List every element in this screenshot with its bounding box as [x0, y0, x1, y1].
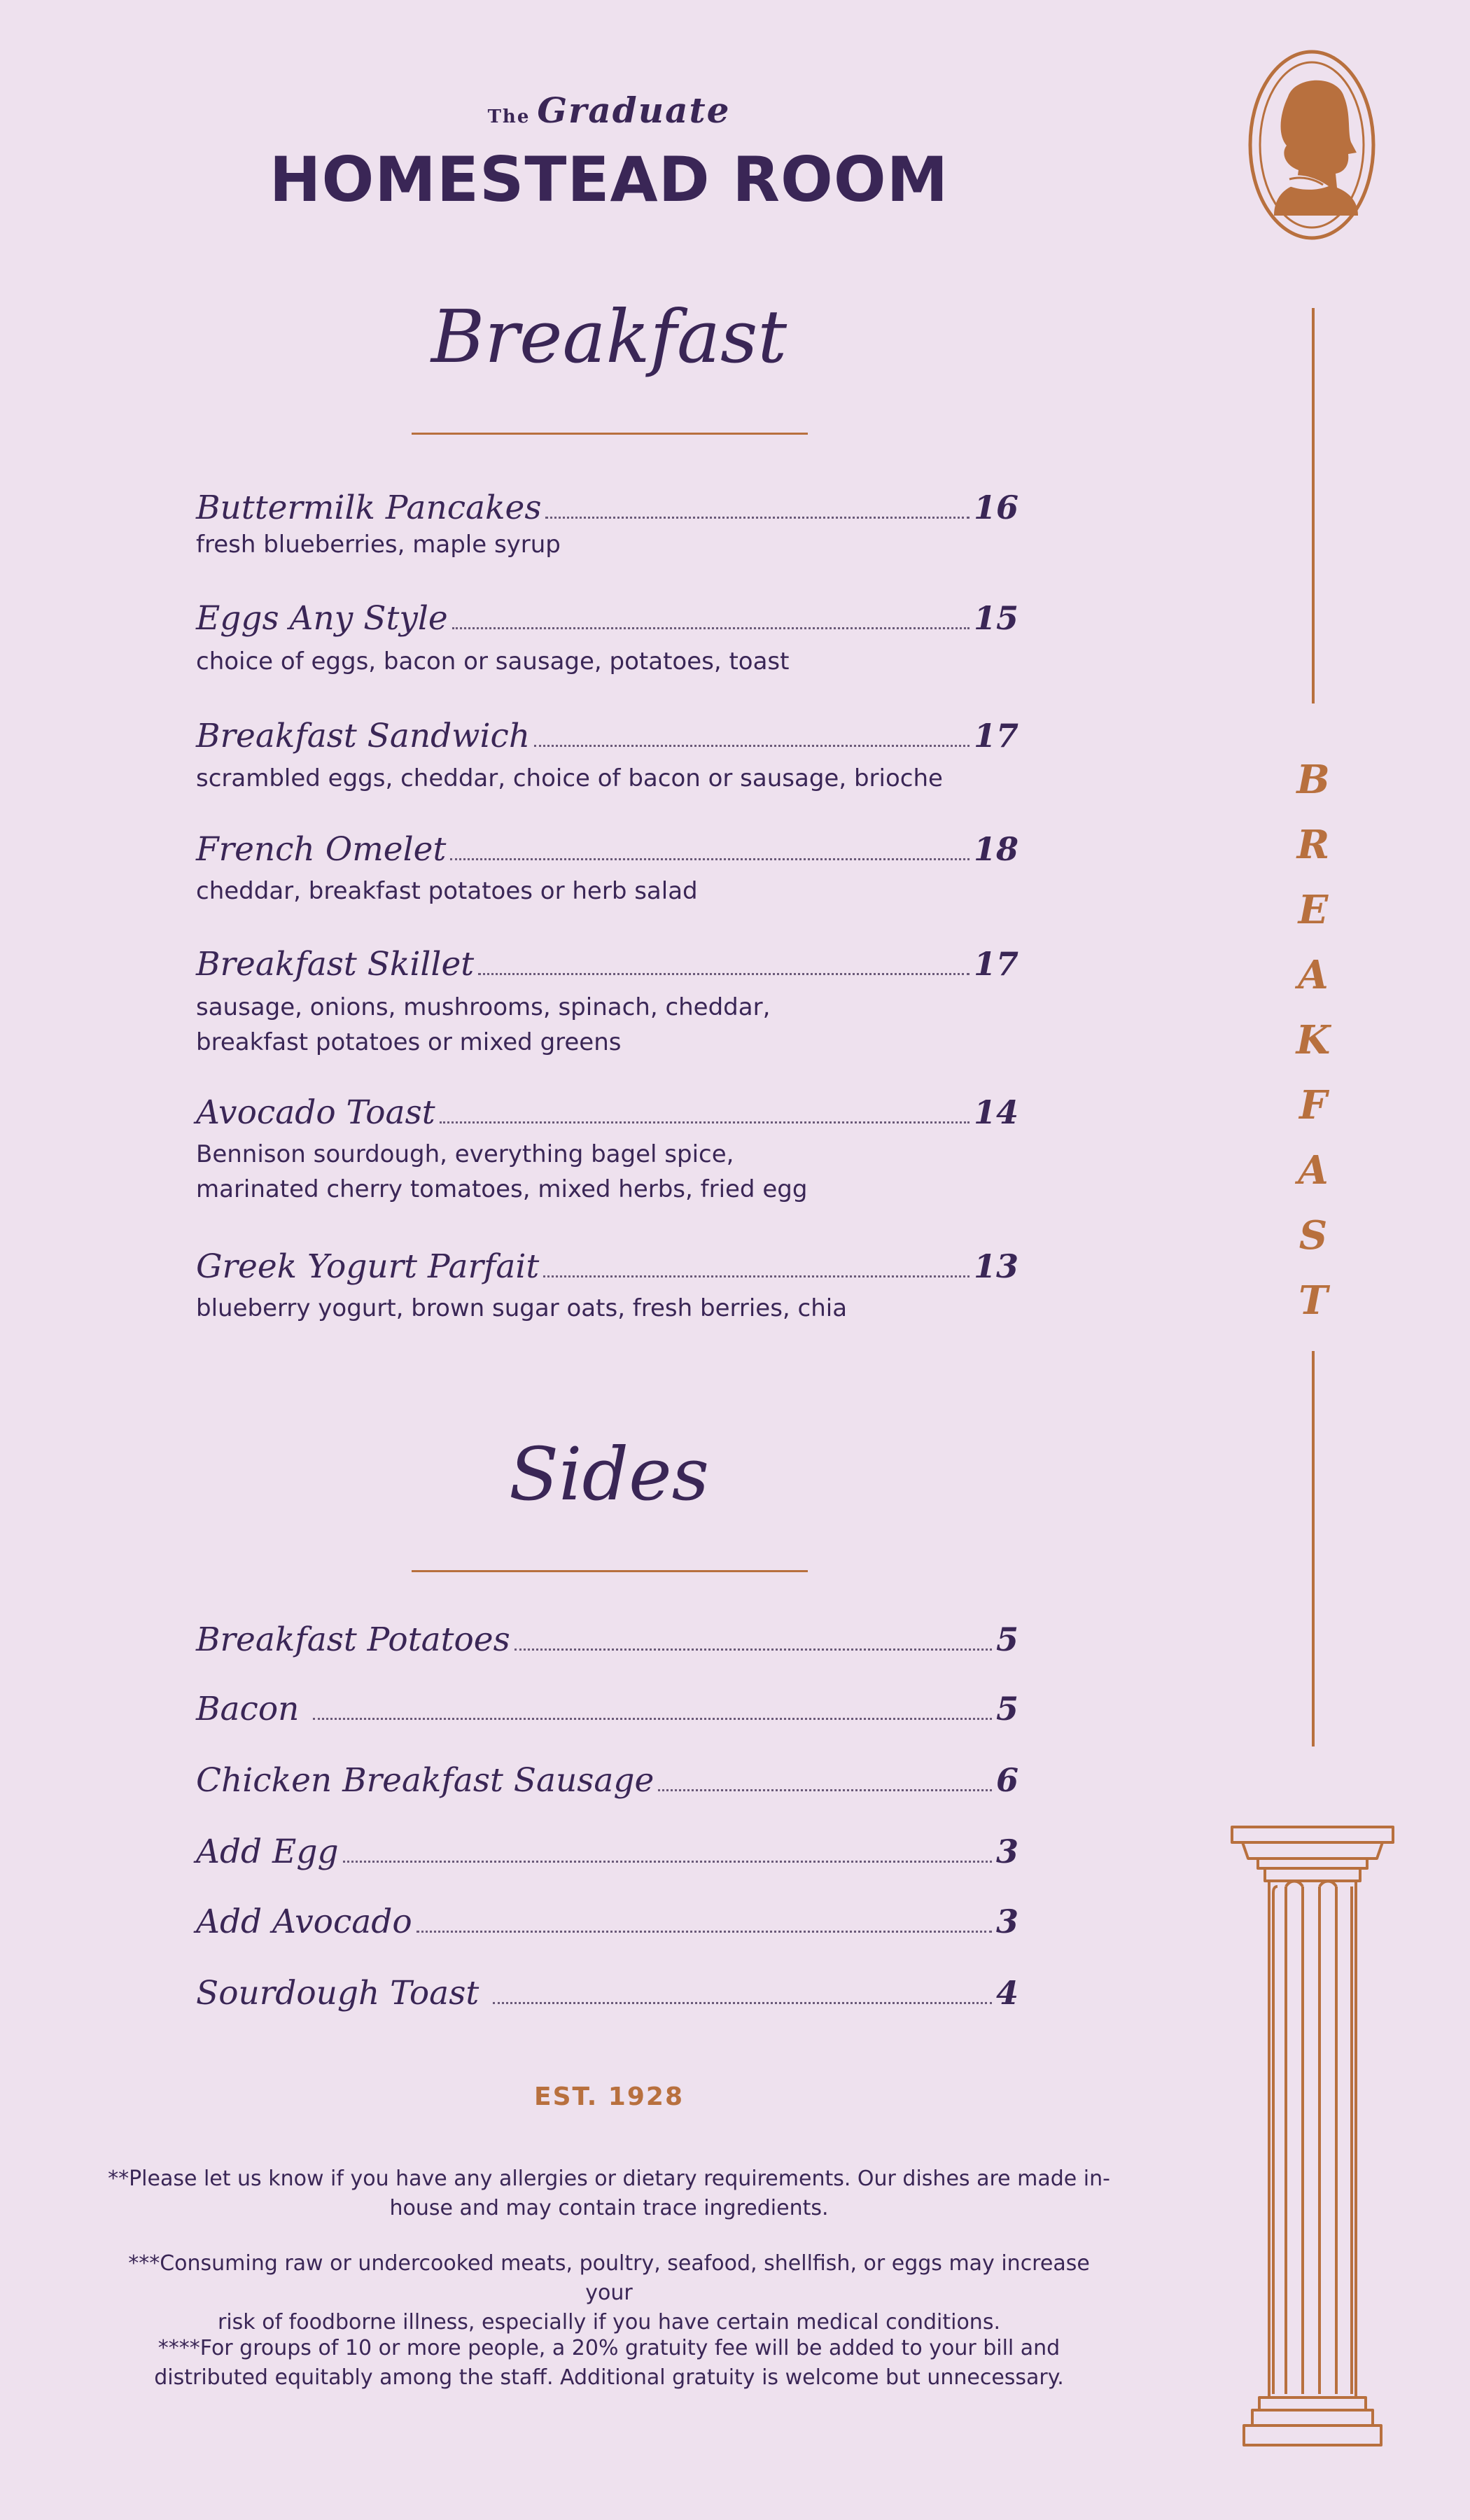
- leader-dots: [514, 1648, 992, 1651]
- leader-dots: [543, 1275, 969, 1278]
- menu-item: [196, 489, 1018, 527]
- sides-divider: [412, 1570, 808, 1572]
- item-price: 3: [995, 1903, 1018, 1940]
- item-name: Greek Yogurt Parfait: [196, 1247, 540, 1286]
- item-description-line: scrambled eggs, cheddar, choice of bacon or sausage, brioche: [196, 764, 943, 792]
- note-line: **Please let us know if you have any allergies or dietary requirements. Our dishes are made in-: [108, 2166, 1110, 2191]
- item-price: 13: [973, 1247, 1018, 1285]
- menu-item: [196, 599, 1018, 638]
- leader-dots: [452, 627, 969, 629]
- leader-dots: [313, 1718, 992, 1720]
- side-item: [196, 1620, 1018, 1659]
- menu-item: [196, 830, 1018, 869]
- item-description: [196, 1137, 1036, 1207]
- item-description: [196, 644, 1036, 679]
- item-price: 17: [973, 717, 1018, 755]
- note-line: house and may contain trace ingredients.: [389, 2196, 829, 2220]
- vertical-letter: B: [1296, 757, 1330, 803]
- item-name: Avocado Toast: [196, 1093, 435, 1132]
- vertical-letter: A: [1298, 952, 1329, 998]
- leader-dots: [493, 2002, 992, 2004]
- menu-item: [196, 945, 1018, 983]
- raw-food-note: [105, 2249, 1113, 2337]
- vertical-letter: A: [1298, 1147, 1329, 1194]
- item-name: Eggs Any Style: [196, 599, 448, 638]
- vertical-letter: S: [1298, 1212, 1328, 1259]
- vertical-letter: F: [1299, 1082, 1327, 1128]
- item-description-line: Bennison sourdough, everything bagel spice,: [196, 1140, 734, 1168]
- leader-dots: [343, 1861, 992, 1863]
- item-name: Breakfast Potatoes: [196, 1620, 510, 1659]
- vertical-letter: R: [1296, 822, 1330, 868]
- leader-dots: [416, 1931, 992, 1933]
- item-name: French Omelet: [196, 830, 447, 869]
- item-price: 14: [973, 1093, 1018, 1131]
- item-name: Bacon: [196, 1690, 300, 1728]
- item-description: [196, 990, 1036, 1060]
- item-price: 16: [973, 489, 1018, 526]
- note-line: ***Consuming raw or undercooked meats, poultry, seafood, shellfish, or eggs may increase your: [128, 2251, 1090, 2305]
- item-description-line: sausage, onions, mushrooms, spinach, cheddar,: [196, 993, 771, 1021]
- item-price: 4: [995, 1974, 1018, 2012]
- vertical-letter: E: [1298, 887, 1329, 933]
- vertical-breakfast-label: [1274, 748, 1352, 1334]
- gratuity-note: [105, 2334, 1113, 2393]
- item-name: Breakfast Skillet: [196, 945, 475, 983]
- item-description: [196, 761, 1036, 796]
- side-item: [196, 1690, 1018, 1728]
- menu-item: [196, 1093, 1018, 1132]
- item-name: Add Avocado: [196, 1903, 412, 1941]
- leader-dots: [658, 1789, 992, 1791]
- brand-name: [0, 90, 1218, 131]
- vertical-letter: K: [1296, 1017, 1331, 1063]
- vertical-line-top: [1312, 308, 1315, 704]
- vertical-letter: T: [1298, 1278, 1328, 1324]
- brand-prefix: The: [487, 106, 531, 127]
- item-price: 15: [973, 599, 1018, 637]
- breakfast-divider: [412, 433, 808, 435]
- leader-dots: [440, 1121, 969, 1124]
- item-description: [196, 527, 1036, 562]
- sides-heading: Sides: [509, 1432, 709, 1517]
- established-year: EST. 1928: [533, 2082, 684, 2111]
- note-line: ****For groups of 10 or more people, a 20% gratuity fee will be added to your bill and: [158, 2336, 1060, 2360]
- item-price: 17: [973, 945, 1018, 983]
- item-name: Breakfast Sandwich: [196, 717, 531, 755]
- item-price: 5: [995, 1690, 1018, 1728]
- vertical-line-bottom: [1312, 1351, 1315, 1746]
- side-item: [196, 1903, 1018, 1941]
- item-name: Buttermilk Pancakes: [196, 489, 542, 527]
- side-item: [196, 1761, 1018, 1800]
- page-title: HOMESTEAD ROOM: [269, 144, 949, 216]
- item-description-line: breakfast potatoes or mixed greens: [196, 1028, 622, 1056]
- item-description-line: blueberry yogurt, brown sugar oats, fresh berries, chia: [196, 1294, 848, 1322]
- item-description: [196, 1291, 1036, 1326]
- side-item: [196, 1974, 1018, 2012]
- item-description: [196, 874, 1036, 909]
- cameo-portrait-icon: [1246, 48, 1378, 242]
- item-price: 5: [995, 1620, 1018, 1658]
- leader-dots: [478, 973, 969, 975]
- item-price: 18: [973, 830, 1018, 868]
- allergy-note: [105, 2164, 1113, 2223]
- leader-dots: [534, 745, 969, 747]
- brand-word: Graduate: [537, 90, 731, 131]
- menu-item: [196, 717, 1018, 755]
- breakfast-heading: Breakfast: [430, 294, 788, 379]
- item-price: 6: [995, 1761, 1018, 1799]
- item-name: Chicken Breakfast Sausage: [196, 1761, 654, 1800]
- side-item: [196, 1833, 1018, 1871]
- leader-dots: [545, 517, 969, 519]
- item-name: Add Egg: [196, 1833, 339, 1871]
- greek-column-icon: [1228, 1823, 1396, 2454]
- item-description-line: cheddar, breakfast potatoes or herb salad: [196, 877, 698, 905]
- menu-item: [196, 1247, 1018, 1286]
- item-name: Sourdough Toast: [196, 1974, 479, 2012]
- item-description-line: marinated cherry tomatoes, mixed herbs, fried egg: [196, 1175, 808, 1203]
- item-price: 3: [995, 1833, 1018, 1870]
- item-description-line: fresh blueberries, maple syrup: [196, 531, 561, 559]
- note-line: risk of foodborne illness, especially if you have certain medical conditions.: [218, 2310, 1000, 2334]
- leader-dots: [450, 858, 969, 860]
- note-line: distributed equitably among the staff. Additional gratuity is welcome but unnecessary.: [154, 2365, 1064, 2390]
- item-description-line: choice of eggs, bacon or sausage, potatoes, toast: [196, 648, 790, 676]
